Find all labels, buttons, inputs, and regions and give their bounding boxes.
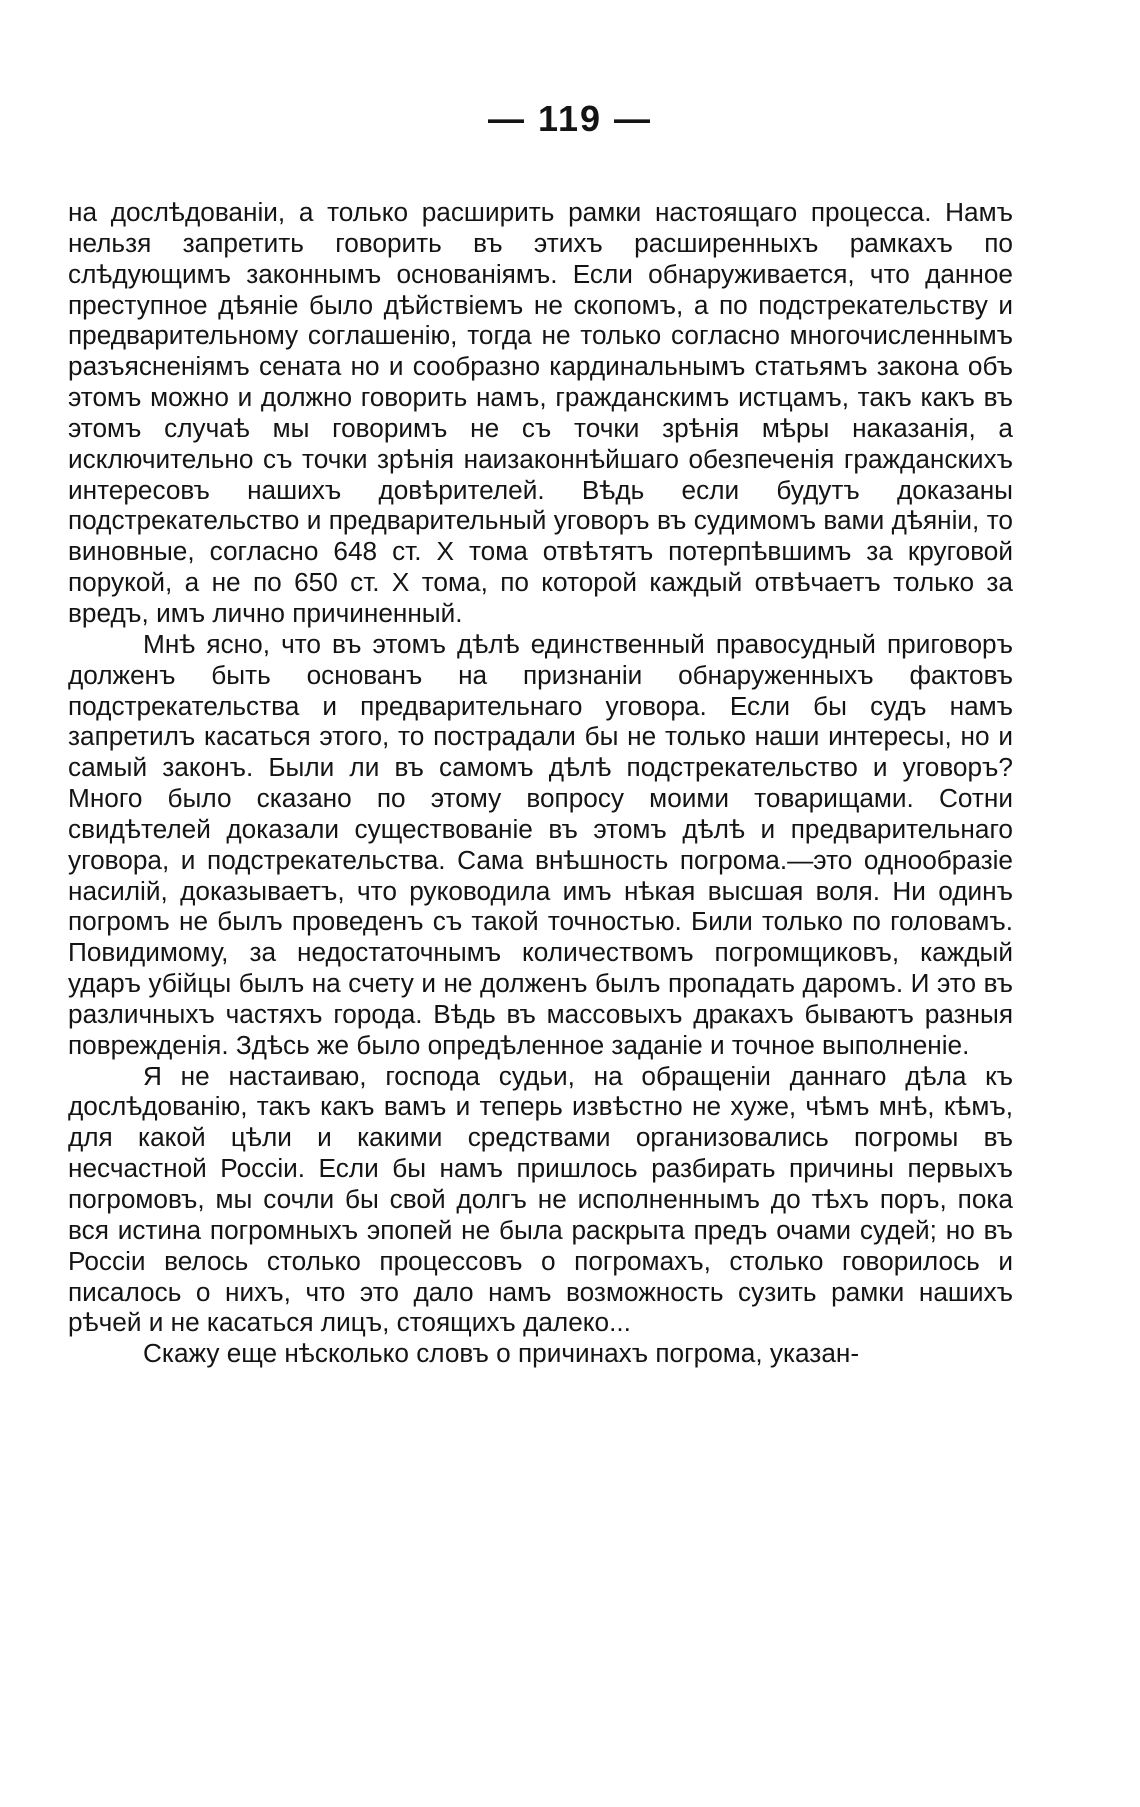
paragraph-3: Я не настаиваю, господа судьи, на обращеніи даннаго дѣла къ дослѣдованію, такъ какъ вамъ и теперь извѣстно не хуже, чѣмъ мнѣ, кѣмъ, для какой цѣли и какими средствами организовались погромы въ несчастной Россіи. Если бы намъ пришлось разбирать причины первыхъ погромовъ, мы сочли бы свой долгъ не исполненнымъ до тѣхъ поръ, пока вся истина погромныхъ эпопей не была раскрыта предъ очами судей; но въ Россіи велось столько процессовъ о погромахъ, столько говорилось и писалось о нихъ, что это дало намъ возможность сузить рамки нашихъ рѣчей и не касаться лицъ, стоящихъ далеко... xyxy=(68,1060,1013,1338)
page-number: — 119 — xyxy=(487,98,653,139)
body-text xyxy=(68,197,1013,1369)
paragraph-2: Мнѣ ясно, что въ этомъ дѣлѣ единственный правосудный приговоръ долженъ быть основанъ на признаніи обнаруженныхъ фактовъ подстрекательства и предварительнаго уговора. Если бы судъ намъ запретилъ касаться этого, то пострадали бы не только наши интересы, но и самый законъ. Были ли въ самомъ дѣлѣ подстрекательство и уговоръ? Много было сказано по этому вопросу моими товарищами. Сотни свидѣтелей доказали существованіе въ этомъ дѣлѣ и предварительнаго уговора, и подстрекательства. Сама внѣшность погрома.—это однообразіе насилій, доказываетъ, что руководила имъ нѣкая высшая воля. Ни одинъ погромъ не былъ проведенъ съ такой точностью. Били только по головамъ. Повидимому, за недостаточнымъ количествомъ погромщиковъ, каждый ударъ убійцы былъ на счету и не долженъ былъ пропадать даромъ. И это въ различныхъ частяхъ города. Вѣдь въ массовыхъ дракахъ бываютъ разныя поврежденія. Здѣсь же было опредѣленное заданіе и точное выполненіе. xyxy=(68,628,1013,1060)
paragraph-1: на дослѣдованіи, а только расширить рамки настоящаго процесса. Намъ нельзя запретить говорить въ этихъ расширенныхъ рамкахъ по слѣдующимъ законнымъ основаніямъ. Если обнаруживается, что данное преступное дѣяніе было дѣйствіемъ не скопомъ, а по подстрекательству и предварительному соглашенію, тогда не только согласно многочисленнымъ разъясненіямъ сената но и сообразно кардинальнымъ статьямъ закона объ этомъ можно и должно говорить намъ, гражданскимъ истцамъ, такъ какъ въ этомъ случаѣ мы говоримъ не съ точки зрѣнія мѣры наказанія, а исключительно съ точки зрѣнія наизаконнѣйшаго обезпеченія гражданскихъ интересовъ нашихъ довѣрителей. Вѣдь если будутъ доказаны подстрекательство и предварительный уговоръ въ судимомъ вами дѣяніи, то виновные, согласно 648 ст. X тома отвѣтятъ потерпѣвшимъ за круговой порукой, а не по 650 ст. X тома, по которой каждый отвѣчаетъ только за вредъ, имъ лично причиненный. xyxy=(68,197,1013,628)
paragraph-4: Скажу еще нѣсколько словъ о причинахъ погрома, указан- xyxy=(143,1338,860,1369)
